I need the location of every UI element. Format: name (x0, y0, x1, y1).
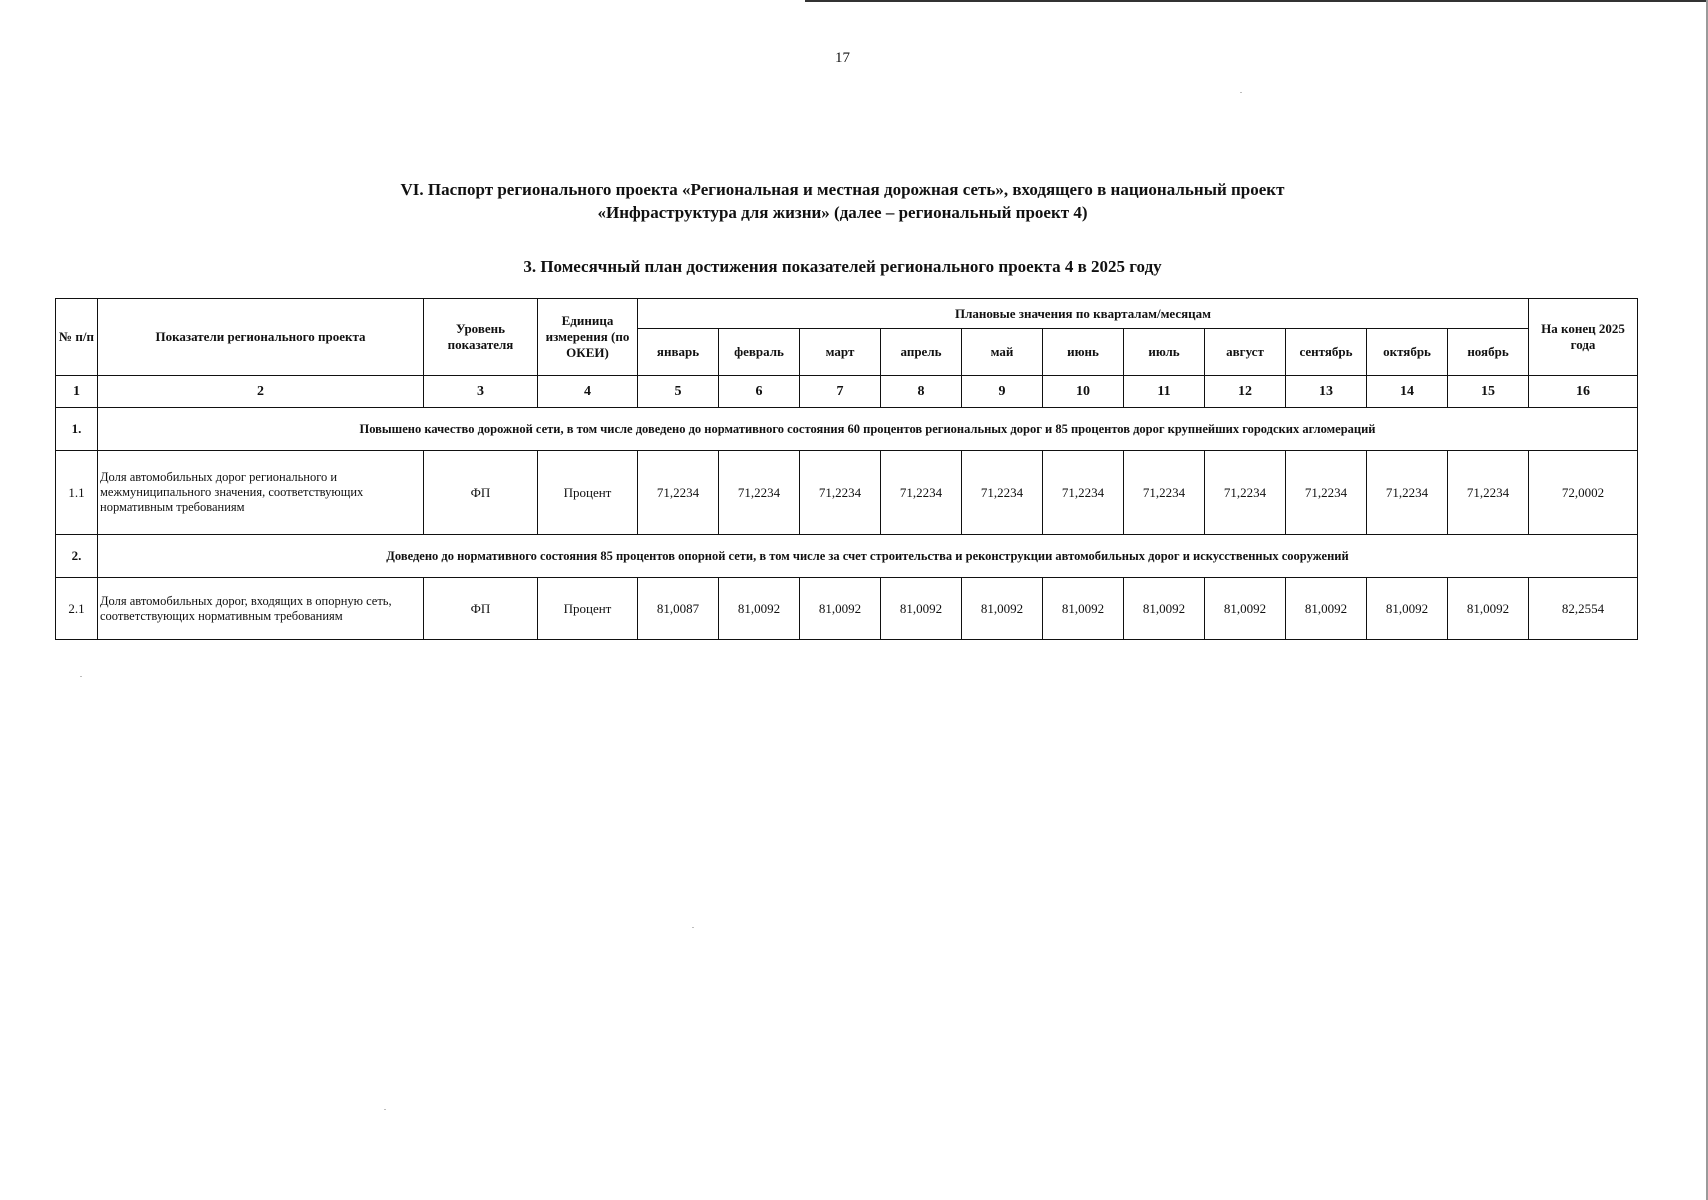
column-number: 5 (638, 376, 719, 408)
indicator-unit: Процент (538, 578, 638, 640)
document-title-line-1: VI. Паспорт регионального проекта «Региональная и местная дорожная сеть», входящего в национальный проект (400, 180, 1285, 199)
monthly-value: 71,2234 (638, 451, 719, 535)
indicator-row (56, 578, 1638, 640)
monthly-value: 71,2234 (1205, 451, 1286, 535)
scan-speck (1240, 92, 1242, 93)
monthly-plan-table (55, 298, 1638, 640)
header-month: ноябрь (1448, 329, 1529, 376)
column-number: 1 (56, 376, 98, 408)
indicator-level: ФП (424, 451, 538, 535)
section-title: Доведено до нормативного состояния 85 процентов опорной сети, в том числе за счет строительства и реконструкции автомобильных дорог и искусственных сооружений (98, 535, 1638, 578)
monthly-value: 81,0092 (800, 578, 881, 640)
scan-edge-line (805, 0, 1708, 2)
monthly-value: 81,0092 (1124, 578, 1205, 640)
column-number: 16 (1529, 376, 1638, 408)
indicator-level: ФП (424, 578, 538, 640)
monthly-value: 71,2234 (881, 451, 962, 535)
monthly-value: 81,0092 (962, 578, 1043, 640)
scan-speck (80, 676, 82, 677)
end-of-year-value: 72,0002 (1529, 451, 1638, 535)
monthly-value: 81,0087 (638, 578, 719, 640)
indicator-row (56, 451, 1638, 535)
header-month: июль (1124, 329, 1205, 376)
header-indicator: Показатели регионального проекта (98, 299, 424, 376)
section-title: Повышено качество дорожной сети, в том числе доведено до нормативного состояния 60 процентов региональных дорог и 85 процентов дорог крупнейших городских агломераций (98, 408, 1638, 451)
column-number: 13 (1286, 376, 1367, 408)
header-month: февраль (719, 329, 800, 376)
scan-speck (384, 1109, 386, 1110)
monthly-value: 71,2234 (719, 451, 800, 535)
column-number: 12 (1205, 376, 1286, 408)
header-month: май (962, 329, 1043, 376)
column-number: 10 (1043, 376, 1124, 408)
header-unit: Единица измерения (по ОКЕИ) (538, 299, 638, 376)
indicator-number: 1.1 (56, 451, 98, 535)
header-month: март (800, 329, 881, 376)
monthly-value: 81,0092 (1367, 578, 1448, 640)
indicator-unit: Процент (538, 451, 638, 535)
indicator-name: Доля автомобильных дорог, входящих в опорную сеть, соответствующих нормативным требованиям (98, 578, 424, 640)
column-number: 4 (538, 376, 638, 408)
header-month: апрель (881, 329, 962, 376)
header-month: август (1205, 329, 1286, 376)
section-row (56, 408, 1638, 451)
monthly-value: 81,0092 (1205, 578, 1286, 640)
monthly-value: 71,2234 (800, 451, 881, 535)
monthly-value: 71,2234 (1286, 451, 1367, 535)
column-number: 3 (424, 376, 538, 408)
monthly-value: 71,2234 (1448, 451, 1529, 535)
end-of-year-value: 82,2554 (1529, 578, 1638, 640)
column-number: 7 (800, 376, 881, 408)
header-level: Уровень показателя (424, 299, 538, 376)
column-number: 2 (98, 376, 424, 408)
header-num: № п/п (56, 299, 98, 376)
column-number: 15 (1448, 376, 1529, 408)
indicator-number: 2.1 (56, 578, 98, 640)
header-month: январь (638, 329, 719, 376)
monthly-value: 71,2234 (1367, 451, 1448, 535)
header-month: октябрь (1367, 329, 1448, 376)
monthly-value: 71,2234 (1124, 451, 1205, 535)
page-number: 17 (835, 50, 850, 66)
column-number: 9 (962, 376, 1043, 408)
section-subtitle: 3. Помесячный план достижения показателей регионального проекта 4 в 2025 году (523, 257, 1162, 276)
monthly-value: 71,2234 (962, 451, 1043, 535)
header-plan-group: Плановые значения по кварталам/месяцам (638, 299, 1529, 329)
monthly-value: 71,2234 (1043, 451, 1124, 535)
header-month: сентябрь (1286, 329, 1367, 376)
column-number-row (56, 376, 1638, 408)
monthly-value: 81,0092 (719, 578, 800, 640)
monthly-value: 81,0092 (1286, 578, 1367, 640)
indicator-name: Доля автомобильных дорог регионального и межмуниципального значения, соответствующих нормативным требованиям (98, 451, 424, 535)
document-title-line-2: «Инфраструктура для жизни» (далее – региональный проект 4) (597, 203, 1088, 222)
column-number: 14 (1367, 376, 1448, 408)
header-month: июнь (1043, 329, 1124, 376)
column-number: 11 (1124, 376, 1205, 408)
section-number: 2. (56, 535, 98, 578)
column-number: 8 (881, 376, 962, 408)
monthly-value: 81,0092 (1448, 578, 1529, 640)
header-end-of-year: На конец 2025 года (1529, 299, 1638, 376)
header-row-1 (56, 299, 1638, 329)
monthly-value: 81,0092 (881, 578, 962, 640)
scan-speck (692, 927, 694, 928)
column-number: 6 (719, 376, 800, 408)
section-row (56, 535, 1638, 578)
section-number: 1. (56, 408, 98, 451)
monthly-value: 81,0092 (1043, 578, 1124, 640)
